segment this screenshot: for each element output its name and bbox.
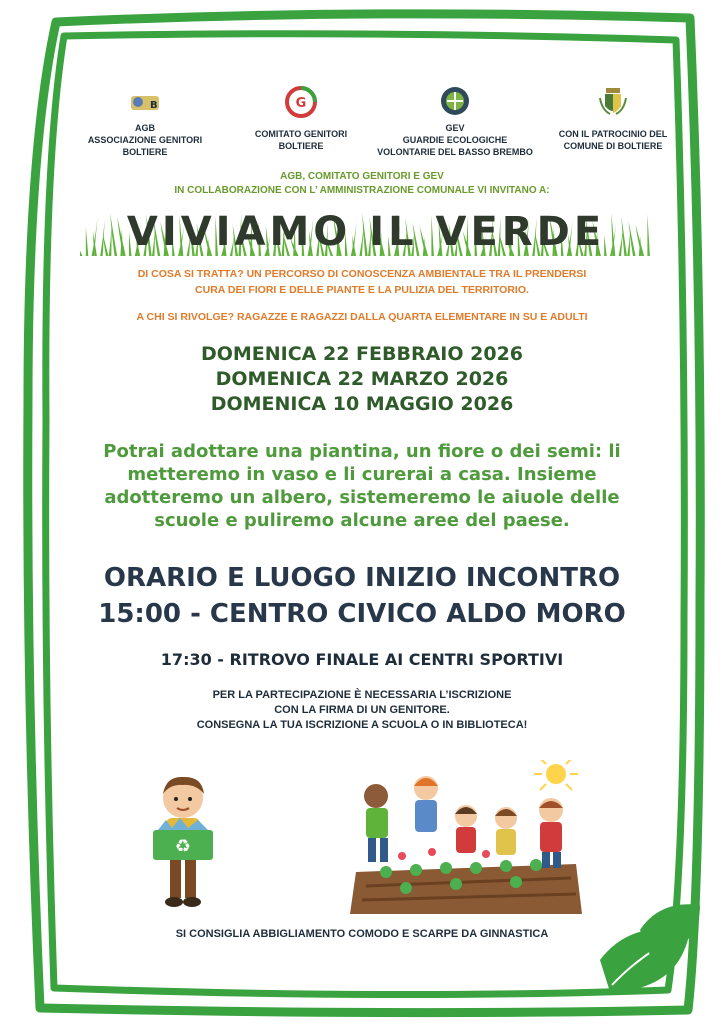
svg-text:B: B — [150, 100, 158, 111]
date-item: DOMENICA 10 MAGGIO 2026 — [210, 393, 514, 415]
org-agb — [80, 86, 210, 158]
sun-icon — [534, 760, 578, 790]
activity-line: adotteremo un albero, sistemeremo le aiuole delle — [104, 487, 620, 508]
schedule-heading: ORARIO E LUOGO INIZIO INCONTRO — [103, 563, 621, 593]
date-item: DOMENICA 22 FEBBRAIO 2026 — [200, 343, 524, 365]
comune-crest-icon — [596, 86, 630, 118]
dates-list — [0, 342, 724, 417]
description-line: DI COSA SI TRATTA? UN PERCORSO DI CONOSCENZA AMBIENTALE TRA IL PRENDERSI — [137, 268, 587, 280]
gev-logo-icon — [438, 86, 472, 118]
org-comitato — [236, 86, 366, 152]
org-line: GUARDIE ECOLOGICHE — [402, 135, 508, 145]
activity-paragraph — [0, 440, 724, 532]
org-line: ASSOCIAZIONE GENITORI — [87, 135, 203, 145]
activity-line: scuole e puliremo alcune aree del paese. — [154, 510, 570, 531]
leaf-icon — [600, 904, 700, 992]
org-line: BOLTIERE — [278, 141, 324, 151]
org-line: CON IL PATROCINIO DEL — [558, 129, 668, 139]
org-line: GEV — [445, 123, 465, 133]
registration-line: CONSEGNA LA TUA ISCRIZIONE A SCUOLA O IN BIBLIOTECA! — [196, 719, 528, 731]
footer-note: SI CONSIGLIA ABBIGLIAMENTO COMODO E SCARPE DA GINNASTICA — [175, 928, 549, 940]
intro-line: AGB, COMITATO GENITORI E GEV — [280, 171, 444, 182]
activity-line: Potrai adottare una piantina, un fiore o dei semi: li — [103, 441, 621, 462]
org-line: BOLTIERE — [122, 147, 168, 157]
svg-text:G: G — [295, 96, 307, 111]
description-line: CURA DEI FIORI E DELLE PIANTE E LA PULIZIA DEL TERRITORIO. — [195, 284, 529, 296]
cg-logo-icon — [284, 86, 318, 118]
org-line: COMUNE DI BOLTIERE — [563, 141, 663, 151]
schedule-start: 15:00 - CENTRO CIVICO ALDO MORO — [98, 599, 626, 629]
registration-line: CON LA FIRMA DI UN GENITORE. — [274, 704, 450, 716]
registration-info — [0, 688, 724, 733]
intro — [0, 170, 724, 198]
org-line: VOLONTARIE DEL BASSO BREMBO — [377, 147, 533, 157]
activity-line: metteremo in vaso e li curerai a casa. Insieme — [127, 464, 597, 485]
intro-line: IN COLLABORAZIONE CON L’ AMMINISTRAZIONE COMUNALE VI INVITANO A: — [174, 185, 550, 196]
page-title: VIVIAMO IL VERDE — [126, 209, 606, 255]
boy-recycling-illustration — [148, 772, 218, 912]
schedule-end: 17:30 - RITROVO FINALE AI CENTRI SPORTIVI — [160, 650, 564, 669]
org-comune — [548, 86, 678, 152]
kids-gardening-illustration — [346, 760, 586, 916]
svg-text:♻: ♻ — [174, 836, 192, 857]
registration-line: PER LA PARTECIPAZIONE È NECESSARIA L’ISCRIZIONE — [212, 689, 512, 701]
description — [0, 266, 724, 298]
title-banner — [80, 206, 652, 256]
org-line: COMITATO GENITORI — [254, 129, 348, 139]
org-line: AGB — [135, 123, 155, 133]
audience: A CHI SI RIVOLGE? RAGAZZE E RAGAZZI DALLA QUARTA ELEMENTARE IN SU E ADULTI — [136, 311, 588, 323]
org-gev — [370, 86, 540, 158]
agb-logo-icon — [128, 86, 162, 118]
date-item: DOMENICA 22 MARZO 2026 — [215, 368, 509, 390]
